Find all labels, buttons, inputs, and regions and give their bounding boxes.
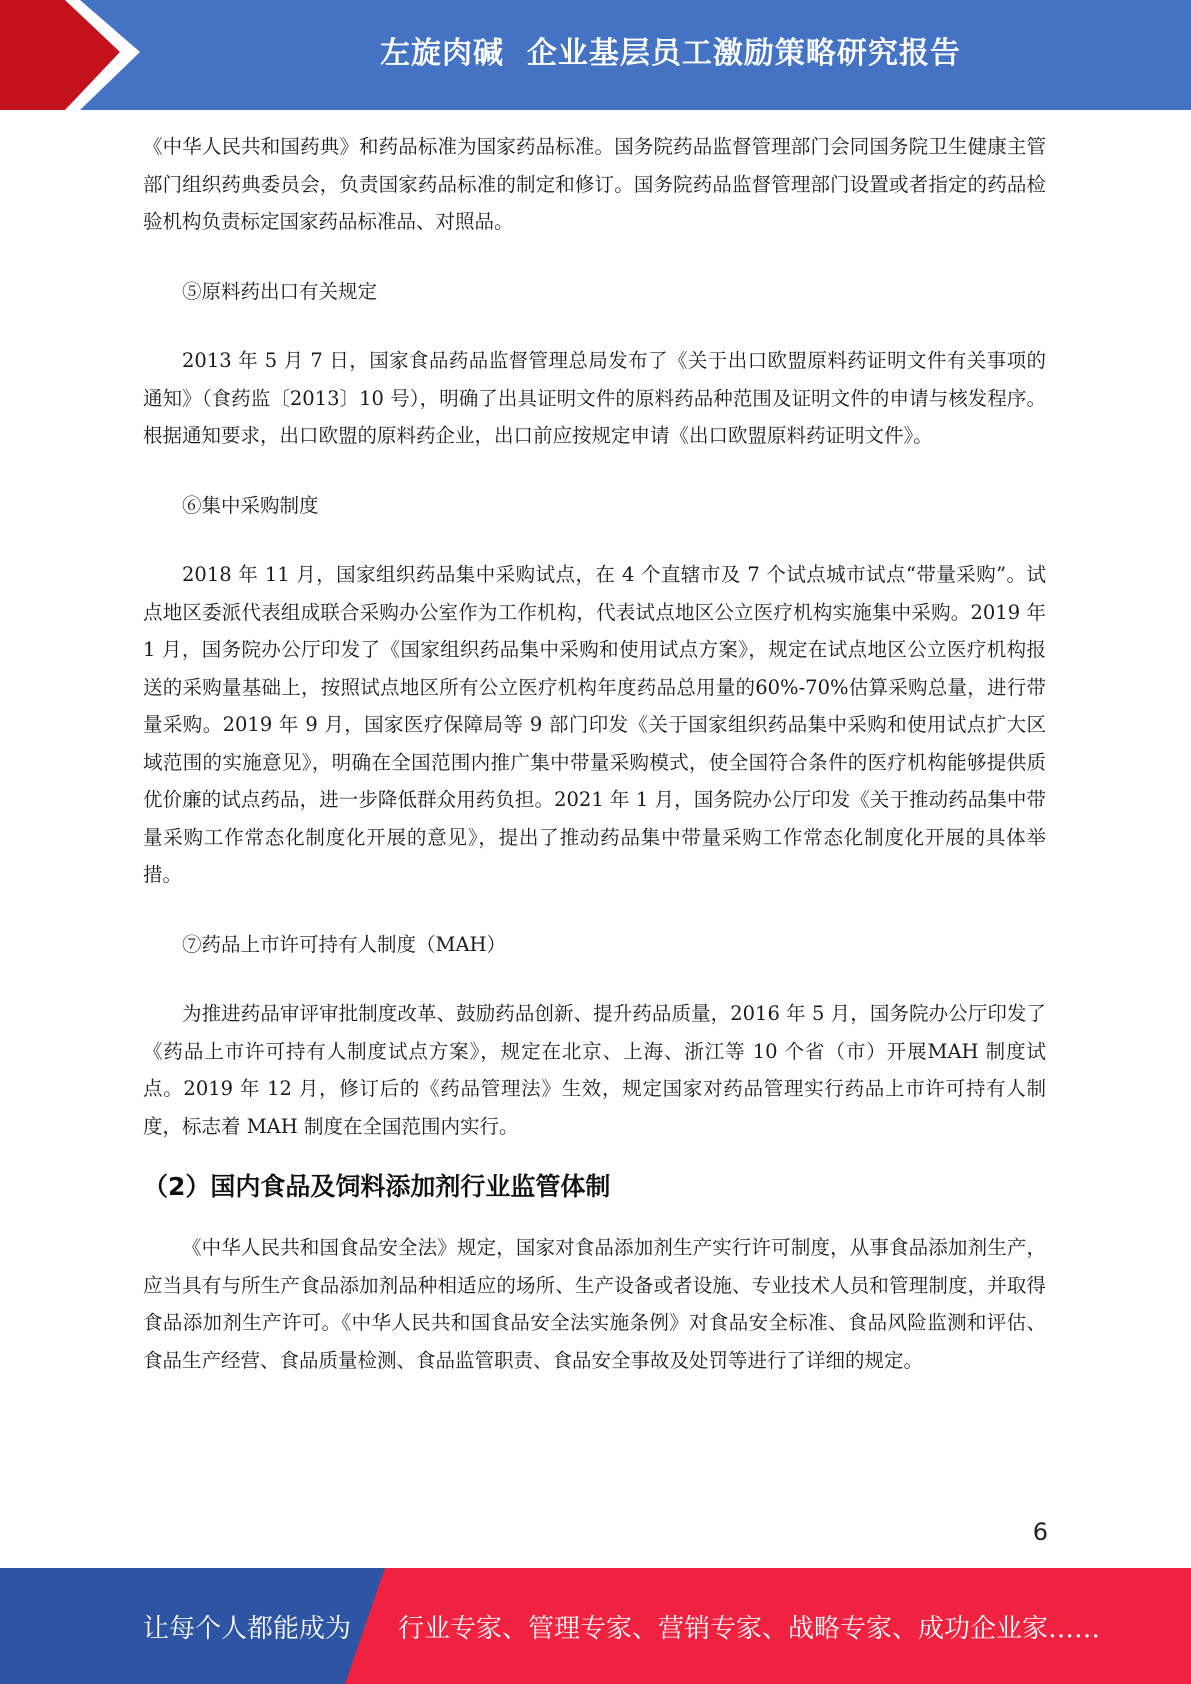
paragraph: 2018 年 11 月，国家组织药品集中采购试点，在 4 个直辖市及 7 个试点城市试点“带量采购”。试点地区委派代表组成联合采购办公室作为工作机构，代表试点地区公立医疗机构实施集中采购。2019 年 1 月，国务院办公厅印发了《国家组织药品集中采购和使用试点方案》，规定在试点地区公立医疗机构报送的采购量基础上，按照试点地区所有公立医疗机构年度药品总用量的60%-70%估算采购总量，进行带量采购。2019 年 9 月，国家医疗保障局等 9 部门印发《关于国家组织药品集中采购和使用试点扩大区域范围的实施意见》，明确在全国范围内推广集中带量采购模式，使全国符合条件的医疗机构能够提供质优价廉的试点药品，进一步降低群众用药负担。2021 年 1 月，国务院办公厅印发《关于推动药品集中带量采购工作常态化制度化开展的意见》，提出了推动药品集中带量采购工作常态化制度化开展的具体举措。 (143, 563, 1046, 886)
paragraph: 《中华人民共和国食品安全法》规定，国家对食品添加剂生产实行许可制度，从事食品添加剂生产，应当具有与所生产食品添加剂品种相适应的场所、生产设备或者设施、专业技术人员和管理制度，并取得食品添加剂生产许可。《中华人民共和国食品安全法实施条例》对食品安全标准、食品风险监测和评估、食品生产经营、食品质量检测、食品监管职责、食品安全事故及处罚等进行了详细的规定。 (143, 1236, 1046, 1372)
subheading-mah: ⑦药品上市许可持有人制度（MAH） (182, 932, 507, 956)
report-title: 左旋肉碱 企业基层员工激励策略研究报告 (380, 36, 961, 71)
page-footer (0, 1568, 1191, 1684)
footer-slogan-left: 让每个人都能成为 (143, 1613, 352, 1644)
subheading-raw-material-export: ⑤原料药出口有关规定 (182, 279, 378, 303)
page-header (0, 0, 1191, 110)
page-number: 6 (1032, 1518, 1048, 1546)
header-arrow-decoration (0, 0, 150, 110)
section-title: （2）国内食品及饲料添加剂行业监管体制 (143, 1172, 611, 1201)
subheading-centralized-procurement: ⑥集中采购制度 (182, 493, 319, 517)
footer-slogan-right: 行业专家、管理专家、营销专家、战略专家、成功企业家…… (398, 1613, 1101, 1644)
paragraph: 为推进药品审评审批制度改革、鼓励药品创新、提升药品质量，2016 年 5 月，国务院办公厅印发了《药品上市许可持有人制度试点方案》，规定在北京、上海、浙江等 10 个省（市）开展MAH 制度试点。2019 年 12 月，修订后的《药品管理法》生效，规定国家对药品管理实行药品上市许可持有人制度，标志着 MAH 制度在全国范围内实行。 (143, 1002, 1046, 1138)
paragraph: 《中华人民共和国药典》和药品标准为国家药品标准。国务院药品监督管理部门会同国务院卫生健康主管部门组织药典委员会，负责国家药品标准的制定和修订。国务院药品监督管理部门设置或者指定的药品检验机构负责标定国家药品标准品、对照品。 (143, 135, 1046, 233)
paragraph: 2013 年 5 月 7 日，国家食品药品监督管理总局发布了《关于出口欧盟原料药证明文件有关事项的通知》（食药监〔2013〕10 号），明确了出具证明文件的原料药品种范围及证明文件的申请与核发程序。根据通知要求，出口欧盟的原料药企业，出口前应按规定申请《出口欧盟原料药证明文件》。 (143, 349, 1046, 447)
document-body (143, 128, 1046, 1379)
